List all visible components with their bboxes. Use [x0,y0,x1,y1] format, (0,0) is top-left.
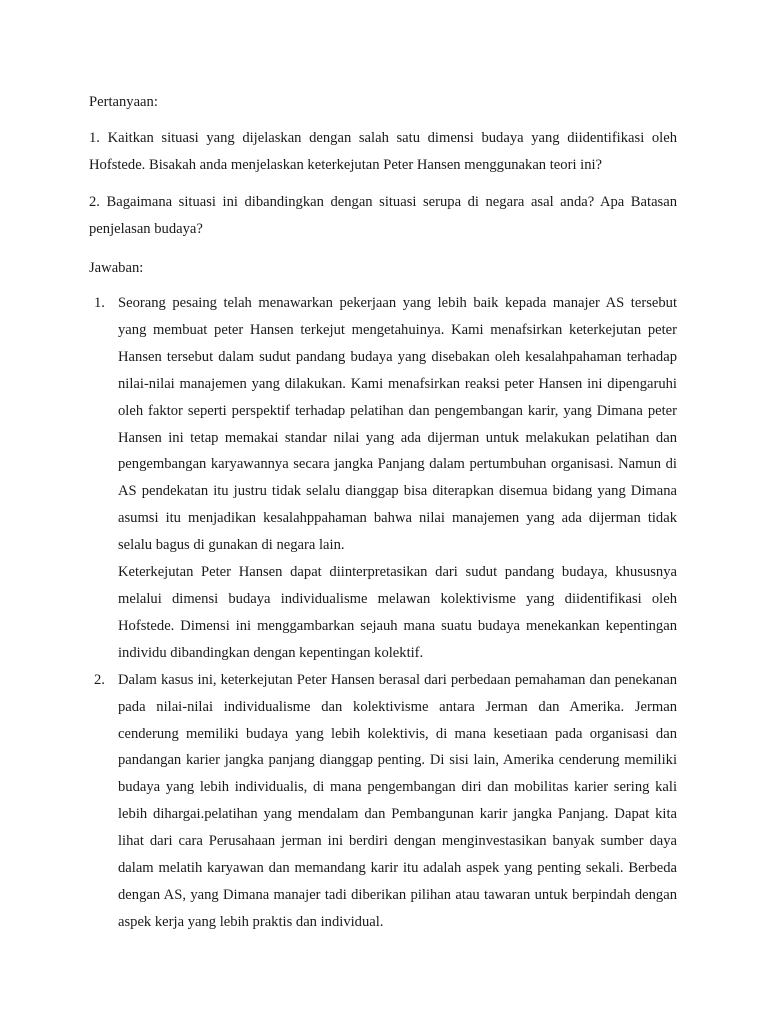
answers-heading: Jawaban: [89,260,144,276]
question-2: 2. Bagaimana situasi ini dibandingkan dengan situasi serupa di negara asal anda? Apa Batasan penjelasan budaya? [89,194,677,237]
answer-item-2 [94,667,677,936]
answer-item-1 [94,290,677,667]
answer-1-number: 1. [94,295,105,311]
answer-1-paragraph-1: Seorang pesaing telah menawarkan pekerjaan yang lebih baik kepada manajer AS tersebut yang membuat peter Hansen terkejut mengetahuinya. Kami menafsirkan keterkejutan peter Hansen tersebut dalam sudut pandang budaya yang disebakan oleh kesalahpahaman terhadap nilai-nilai manajemen yang dilakukan. Kami menafsirkan reaksi peter Hansen ini dipengaruhi oleh faktor seperti perspektif terhadap pelatihan dan pengembangan karir, yang Dimana peter Hansen ini tetap memakai standar nilai yang ada dijerman untuk melakukan pelatihan dan pengembangan karyawannya secara jangka Panjang dalam pertumbuhan organisasi. Namun di AS pendekatan itu justru tidak selalu dianggap bisa diterapkan disemua bidang yang Dimana asumsi itu menjadikan kesalahppahaman bahwa nilai manajemen yang ada dijerman tidak selalu bagus di gunakan di negara lain. [118,295,677,554]
questions-heading: Pertanyaan: [89,94,158,110]
answer-2-number: 2. [94,671,105,688]
answers-list [94,290,677,936]
answer-2-paragraph-1: Dalam kasus ini, keterkejutan Peter Hansen berasal dari perbedaan pemahaman dan penekanan pada nilai-nilai individualisme dan kolektivisme antara Jerman dan Amerika. Jerman cenderung memiliki budaya yang lebih kolektivis, di mana kesetiaan pada organisasi dan pandangan karier jangka panjang dianggap penting. Di sisi lain, Amerika cenderung memiliki budaya yang lebih individualis, di mana pengembangan diri dan mobilitas karier sering kali lebih dihargai.pelatihan yang mendalam dan Pembangunan karir jangka Panjang. Dapat kita lihat dari cara Perusahaan jerman ini berdiri dengan menginvestasikan banyak sumber daya dalam melatih karyawan dan memandang karir itu adalah aspek yang penting sekali. Berbeda dengan AS, yang Dimana manajer tadi diberikan pilihan atau tawaran untuk berpindah dengan aspek kerja yang lebih praktis dan individual. [118,671,677,930]
answer-1-paragraph-2: Keterkejutan Peter Hansen dapat diinterpretasikan dari sudut pandang budaya, khususnya melalui dimensi budaya individualisme melawan kolektivisme yang diidentifikasi oleh Hofstede. Dimensi ini menggambarkan sejauh mana suatu budaya menekankan kepentingan individu dibandingkan dengan kepentingan kolektif. [118,564,677,661]
question-1: 1. Kaitkan situasi yang dijelaskan dengan salah satu dimensi budaya yang diidentifikasi oleh Hofstede. Bisakah anda menjelaskan keterkejutan Peter Hansen menggunakan teori ini? [89,130,677,173]
